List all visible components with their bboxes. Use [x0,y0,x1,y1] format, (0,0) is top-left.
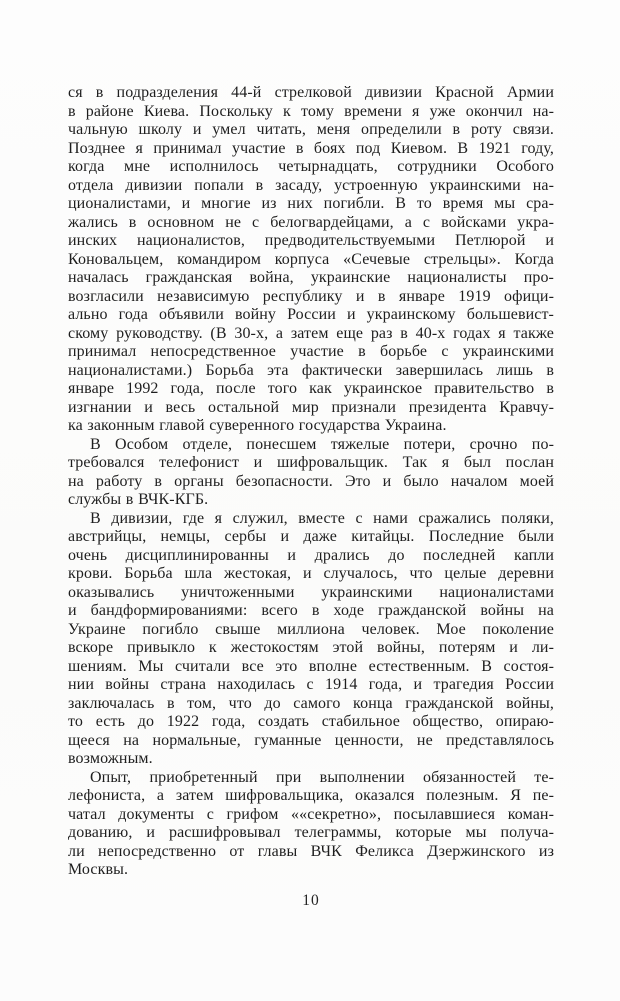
text-line: то есть до 1922 года, создать стабильное общество, опираю- [68,713,554,730]
paragraph [68,84,554,436]
text-line: на работу в органы безопасности. Это и было началом моей [68,472,554,490]
page-number: 10 [302,891,320,909]
text-line: когда мне исполнилось четырнадцать, сотрудники Особого [68,158,554,175]
text-line: в районе Киева. Поскольку к тому времени я уже окончил на- [68,102,554,120]
text-line: Москвы. [68,861,129,878]
text-line: В дивизии, где я служил, вместе с нами сражались поляки, [90,509,554,527]
text-line: чатал документы с грифом ««секретно», посылавшиеся коман- [68,805,554,823]
text-line: вскоре привыкло к жестокостям этой войны, потерям и ли- [68,639,554,656]
text-line: возгласили независимую республику и в январе 1919 офици- [68,287,554,305]
text-line: нии войны страна находилась с 1914 года, и трагедия России [68,676,554,693]
text-line: Коновальцем, командиром корпуса «Сечевые стрельцы». Когда [68,250,554,268]
text-line: Опыт, приобретенный при выполнении обязанностей те- [90,768,554,786]
text-line: националистами.) Борьба эта фактически завершилась лишь в [68,361,554,379]
paragraph [68,769,554,880]
text-line: ли непосредственно от главы ВЧК Феликса Дзержинского из [68,842,554,860]
text-line: жались в основном не с белогвардейцами, а с войсками укра- [68,213,554,231]
text-line: заключалась в том, что до самого конца гражданской войны, [68,694,554,712]
text-line: очень дисциплинированны и дрались до последней капли [68,546,554,564]
text-line: январе 1992 года, после того как украинское правительство в [68,380,554,397]
text-line: ка законным главой суверенного государства Украина. [68,417,447,434]
text-line: чальную школу и умел читать, меня определили в роту связи. [68,121,554,138]
text-line: австрийцы, немцы, сербы и даже китайцы. Последние были [68,528,554,545]
text-line: ционалистами, и многие из них погибли. В то время мы сра- [68,195,554,212]
text-line: Позднее я принимал участие в боях под Киевом. В 1921 году, [68,139,554,157]
text-line: требовался телефонист и шифровальщик. Так я был послан [68,454,554,471]
text-line: отдела дивизии попали в засаду, устроенную украинскими на- [68,176,554,194]
text-line: службы в ВЧК-КГБ. [68,491,209,508]
text-line: ся в подразделения 44-й стрелковой дивизии Красной Армии [68,84,554,101]
text-line: возможным. [68,750,153,767]
text-line: шениям. Мы считали все это вполне естественным. В состоя- [68,657,554,675]
text-line: принимал непосредственное участие в борьбе с украинскими [68,343,554,360]
text-line: Украине погибло свыше миллиона человек. Мое поколение [68,620,554,638]
text-line: крови. Борьба шла жестокая, и случалось, что целые деревни [68,565,554,582]
text-line: началась гражданская война, украинские националисты про- [68,269,554,286]
text-line: и бандформированиями: всего в ходе гражданской войны на [68,602,554,619]
paragraph [68,510,554,769]
text-line: скому руководству. (В 30-х, а затем еще раз в 40-х годах я также [68,324,554,342]
page-text [68,84,554,880]
text-line: лефониста, а затем шифровальщика, оказался полезным. Я пе- [68,787,554,804]
text-line: инских националистов, предводительствуемыми Петлюрой и [68,232,554,249]
text-line: В Особом отделе, понесшем тяжелые потери, срочно по- [90,435,554,453]
text-line: дованию, и расшифровывал телеграммы, которые мы получа- [68,824,554,841]
text-line: щееся на нормальные, гуманные ценности, не представлялось [68,731,554,749]
paragraph [68,436,554,510]
text-line: ально года объявили войну России и украинскому большевист- [68,306,554,323]
text-line: оказывались уничтоженными украинскими националистами [68,583,554,601]
text-line: изгнании и весь остальной мир признали президента Кравчу- [68,398,554,416]
